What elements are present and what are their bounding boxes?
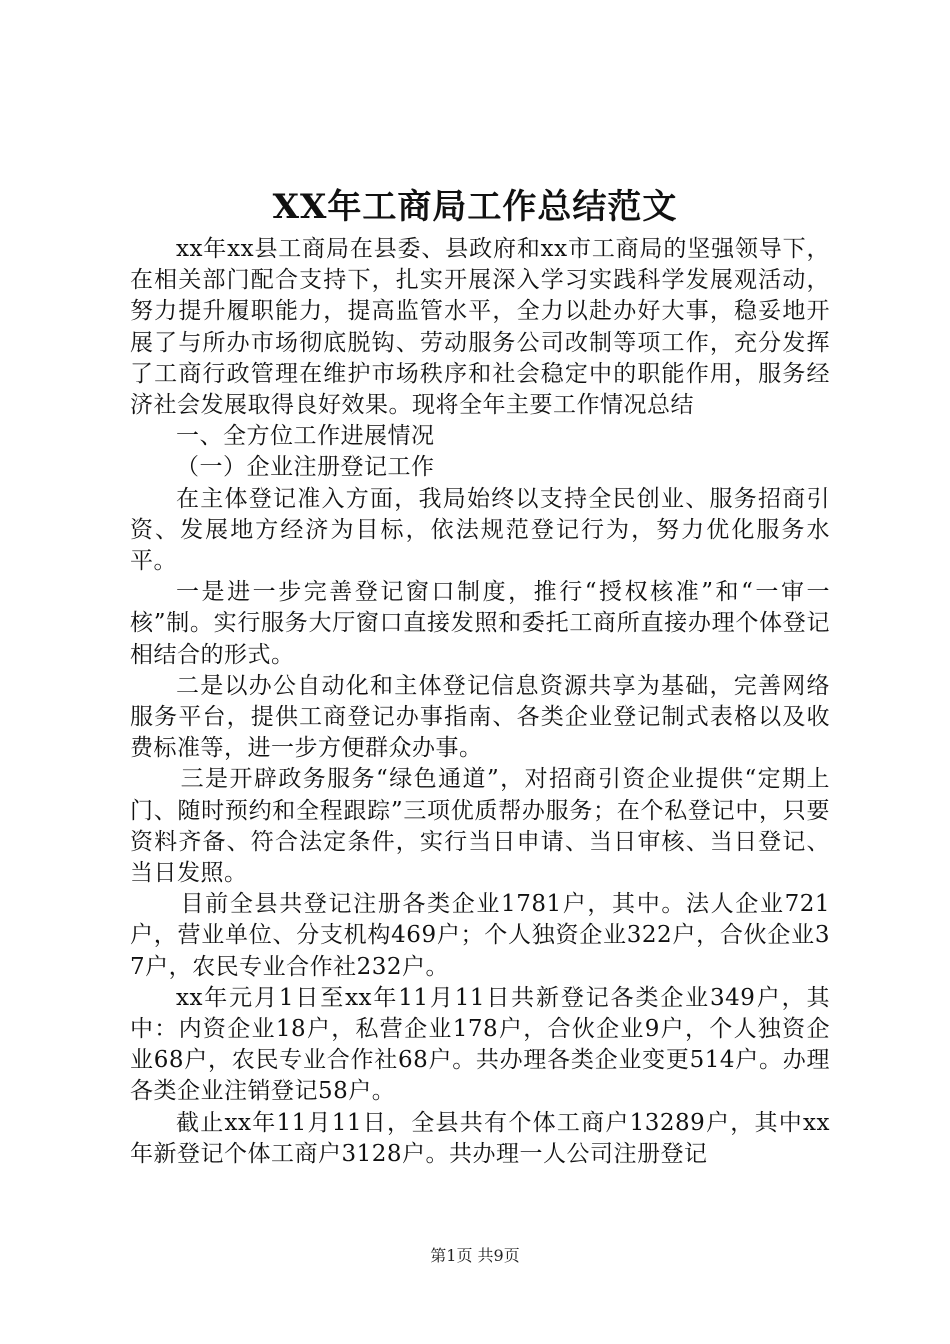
paragraph-intro: xx年xx县工商局在县委、县政府和xx市工商局的坚强领导下，在相关部门配合支持下，扎实开展深入学习实践科学发展观活动，努力提升履职能力，提高监管水平，全力以赴办好大事，稳妥地开展了与所办市场彻底脱钩、劳动服务公司改制等项工作，充分发挥了工商行政管理在维护市场秩序和社会稳定中的职能作用，服务经济社会发展取得良好效果。现将全年主要工作情况总结: [130, 236, 830, 419]
paragraph-enterprise-totals: 目前全县共登记注册各类企业1781户，其中。法人企业721户，营业单位、分支机构469户；个人独资企业322户，合伙企业37户，农民专业合作社232户。: [130, 891, 830, 980]
document-body: [130, 234, 830, 1170]
paragraph-point-two: 二是以办公自动化和主体登记信息资源共享为基础，完善网络服务平台，提供工商登记办事指南、各类企业登记制式表格以及收费标准等，进一步方便群众办事。: [130, 672, 830, 762]
paragraph-point-three: 三是开辟政务服务“绿色通道”，对招商引资企业提供“定期上门、随时预约和全程跟踪”三项优质帮办服务；在个私登记中，只要资料齐备、符合法定条件，实行当日申请、当日审核、当日登记、当日发照。: [130, 766, 830, 887]
paragraph-new-registrations: xx年元月1日至xx年11月11日共新登记各类企业349户，其中：内资企业18户，私营企业178户，合伙企业9户，个人独资企业68户，农民专业合作社68户。共办理各类企业变更514户。办理各类企业注销登记58户。: [130, 984, 830, 1105]
page-number-footer: 第1页 共9页: [430, 1246, 520, 1265]
paragraph-point-one: 一是进一步完善登记窗口制度，推行“授权核准”和“一审一核”制。实行服务大厅窗口直接发照和委托工商所直接办理个体登记相结合的形式。: [130, 579, 830, 668]
paragraph-individual-businesses: 截止xx年11月11日，全县共有个体工商户13289户，其中xx年新登记个体工商户3128户。共办理一人公司注册登记: [130, 1109, 830, 1167]
document-title: XX年工商局工作总结范文: [272, 187, 678, 227]
paragraph-registration-overview: 在主体登记准入方面，我局始终以支持全民创业、服务招商引资、发展地方经济为目标，依法规范登记行为，努力优化服务水平。: [130, 485, 830, 575]
heading-subsection-1: （一）企业注册登记工作: [176, 454, 435, 481]
heading-section-1: 一、全方位工作进展情况: [176, 423, 435, 450]
